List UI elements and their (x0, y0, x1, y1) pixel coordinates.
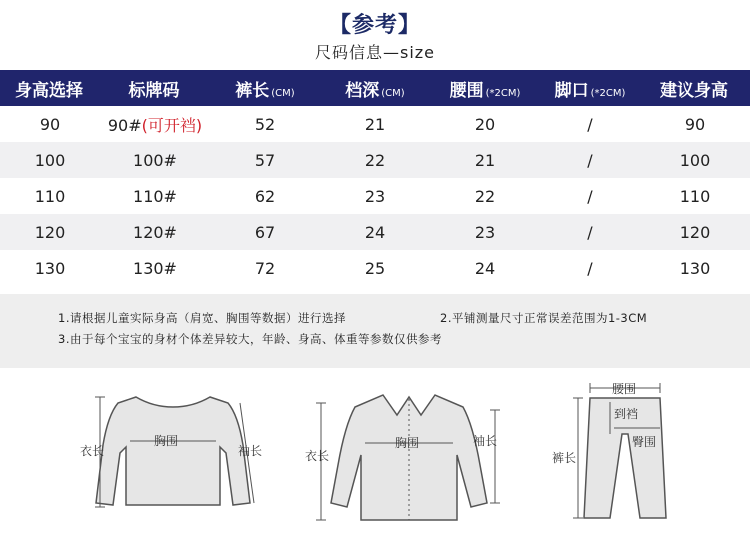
table-row (0, 106, 750, 142)
column-header: 裤长 (CM) (235, 80, 295, 101)
cell-pants-length: 62 (254, 186, 276, 206)
cell-waist: 22 (474, 186, 496, 206)
cell-crotch: 25 (364, 258, 386, 278)
column-header: 腰围 (*2CM) (449, 80, 521, 101)
cell-tag: 120# (133, 222, 177, 242)
cell-crotch: 23 (364, 186, 386, 206)
column-header: 身高选择 (15, 80, 83, 101)
pants-length-label: 裤长 (552, 451, 577, 465)
cell-height: 110 (34, 186, 66, 206)
cell-cuff: / (587, 186, 593, 206)
page-subtitle: 尺码信息—size (314, 43, 436, 62)
cell-waist: 24 (474, 258, 496, 278)
cell-pants-length: 72 (254, 258, 276, 278)
cell-suggest-height: 120 (679, 222, 711, 242)
cell-cuff: / (587, 150, 593, 170)
cell-pants-length: 57 (254, 150, 276, 170)
column-header: 脚口 (*2CM) (554, 80, 626, 101)
cell-cuff: / (587, 114, 593, 134)
cell-tag: 110# (133, 186, 177, 206)
table-row (0, 142, 750, 178)
pants-diagram (548, 378, 678, 533)
cell-tag: 130# (133, 258, 177, 278)
sweater-outline (96, 397, 250, 505)
cell-height: 130 (34, 258, 66, 278)
table-row (0, 250, 750, 286)
pants-crotch-label: 到裆 (614, 407, 639, 421)
table-row (0, 214, 750, 250)
cell-cuff: / (587, 222, 593, 242)
cell-height: 120 (34, 222, 66, 242)
column-header: 标牌码 (128, 80, 180, 101)
shirt-chest-label: 胸围 (395, 436, 420, 450)
cell-crotch: 24 (364, 222, 386, 242)
cell-pants-length: 67 (254, 222, 276, 242)
cell-suggest-height: 90 (684, 114, 706, 134)
cell-crotch: 22 (364, 150, 386, 170)
sweater-length-label: 衣长 (80, 444, 105, 458)
notes-panel (0, 294, 750, 368)
cell-waist: 20 (474, 114, 496, 134)
table-header (0, 70, 750, 106)
shirt-diagram (305, 385, 515, 535)
cell-waist: 21 (474, 150, 496, 170)
size-table (0, 70, 750, 286)
shirt-sleeve-label: 袖长 (473, 434, 498, 448)
note-1: 1.请根据儿童实际身高（肩宽、胸围等数据）进行选择 (58, 311, 346, 325)
cell-height: 90 (39, 114, 61, 134)
cell-tag: 100# (133, 150, 177, 170)
cell-tag: 90#(可开裆) (107, 115, 203, 135)
pants-hip-label: 臀围 (632, 435, 657, 449)
sweater-diagram (78, 385, 268, 530)
page-title: 【参考】 (328, 13, 421, 38)
pants-waist-label: 腰围 (612, 382, 637, 396)
note-2: 2.平铺测量尺寸正常误差范围为1-3CM (440, 311, 648, 325)
cell-suggest-height: 130 (679, 258, 711, 278)
cell-crotch: 21 (364, 114, 386, 134)
cell-cuff: / (587, 258, 593, 278)
cell-suggest-height: 100 (679, 150, 711, 170)
cell-height: 100 (34, 150, 66, 170)
column-header: 档深 (CM) (345, 80, 405, 101)
cell-pants-length: 52 (254, 114, 276, 134)
sweater-chest-label: 胸围 (154, 434, 179, 448)
shirt-length-label: 衣长 (305, 449, 330, 463)
cell-suggest-height: 110 (679, 186, 711, 206)
column-header: 建议身高 (660, 80, 728, 101)
cell-waist: 23 (474, 222, 496, 242)
note-3: 3.由于每个宝宝的身材个体差异较大，年龄、身高、体重等参数仅供参考 (58, 332, 442, 346)
sweater-sleeve-label: 袖长 (238, 444, 263, 458)
shirt-outline (331, 395, 487, 520)
crotch-open-note: (可开裆) (141, 115, 203, 135)
table-row (0, 178, 750, 214)
